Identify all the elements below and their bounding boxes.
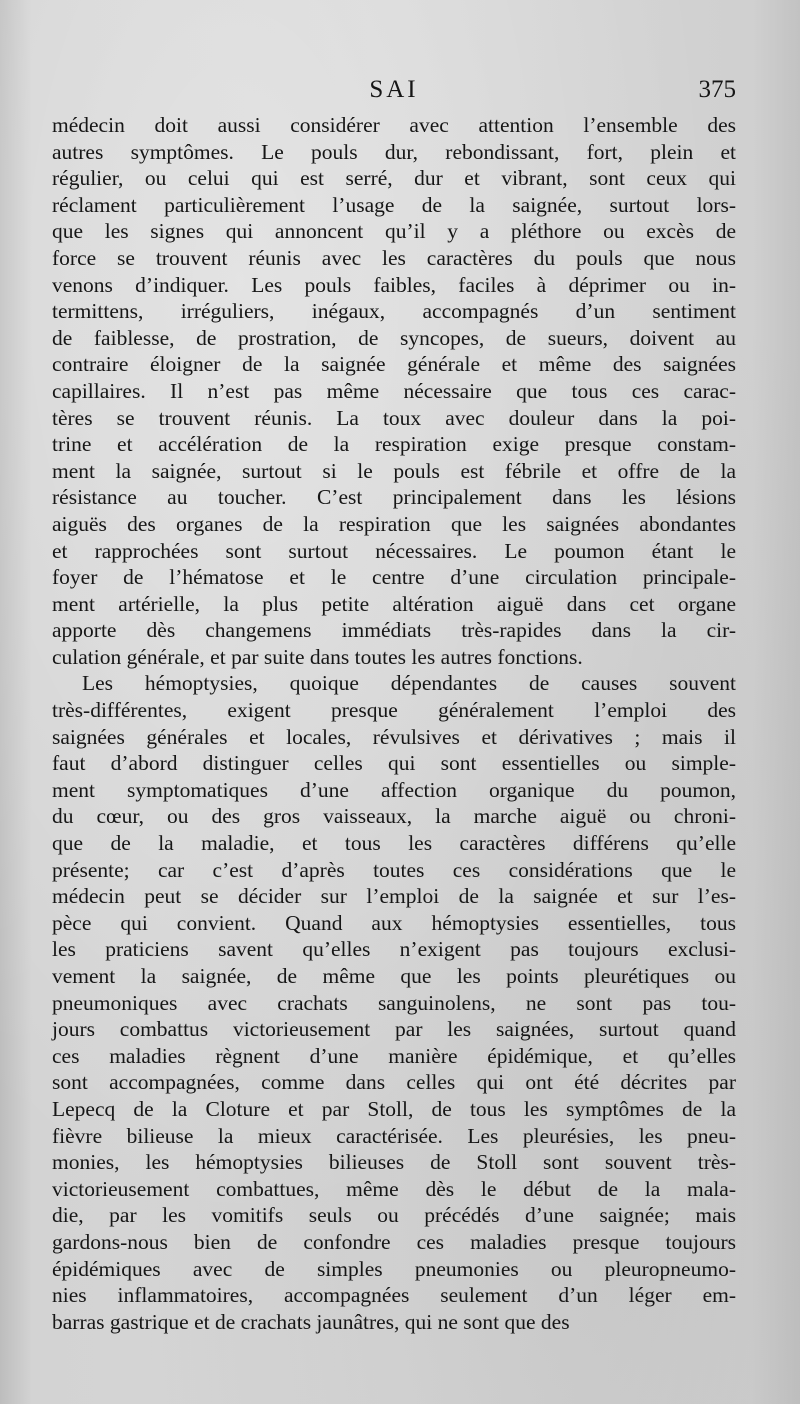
text-line: apporte dès changemens immédiats très-rapides dans la cir- [52,618,736,643]
text-line: que les signes qui annoncent qu’il y a pléthore ou excès de [52,219,736,244]
text-line: médecin peut se décider sur l’emploi de la saignée et sur l’es- [52,884,736,909]
text-line: ment artérielle, la plus petite altération aiguë dans cet organe [52,591,736,616]
text-line: die, par les vomitifs seuls ou précédés d’une saignée; mais [52,1203,736,1228]
text-line: culation générale, et par suite dans toutes les autres fonctions. [52,644,583,669]
text-line: médecin doit aussi considérer avec attention l’ensemble des [52,113,736,137]
text-line: pèce qui convient. Quand aux hémoptysies essentielles, tous [52,910,736,935]
text-line: autres symptômes. Le pouls dur, rebondissant, fort, plein et [52,139,736,164]
text-line: que de la maladie, et tous les caractères différens qu’elle [52,831,736,856]
text-line: force se trouvent réunis avec les caractères du pouls que nous [52,245,736,270]
text-line: épidémiques avec de simples pneumonies ou pleuropneumo- [52,1256,736,1281]
page-number: 375 [698,76,736,103]
text-line: du cœur, ou des gros vaisseaux, la marche aiguë ou chroni- [52,804,736,829]
text-line: et rapprochées sont surtout nécessaires. Le poumon étant le [52,538,736,563]
text-line: ment la saignée, surtout si le pouls est fébrile et offre de la [52,458,736,483]
text-line: pneumoniques avec crachats sanguinolens, ne sont pas tou- [52,990,736,1015]
text-line: présente; car c’est d’après toutes ces considérations que le [52,857,736,882]
text-line: régulier, ou celui qui est serré, dur et vibrant, sont ceux qui [52,166,736,191]
text-line: faut d’abord distinguer celles qui sont essentielles ou simple- [52,751,736,776]
body-text [52,112,736,1335]
text-line: foyer de l’hématose et le centre d’une circulation principale- [52,565,736,590]
text-line: de faiblesse, de prostration, de syncopes, de sueurs, doivent au [52,325,736,350]
text-line: aiguës des organes de la respiration que les saignées abondantes [52,511,736,536]
text-line: contraire éloigner de la saignée générale et même des saignées [52,352,736,377]
text-line: les praticiens savent qu’elles n’exigent pas toujours exclusi- [52,937,736,962]
text-line: sont accompagnées, comme dans celles qui ont été décrites par [52,1070,736,1095]
text-line: saignées générales et locales, révulsives et dérivatives ; mais il [52,724,736,749]
text-line: capillaires. Il n’est pas même nécessaire que tous ces carac- [52,378,736,403]
text-line: résistance au toucher. C’est principalement dans les lésions [52,485,736,510]
text-line: nies inflammatoires, accompagnées seulement d’un léger em- [52,1283,736,1308]
running-head: SAI [369,76,419,103]
text-line: gardons-nous bien de confondre ces maladies presque toujours [52,1229,736,1254]
text-line: vement la saignée, de même que les points pleurétiques ou [52,964,736,988]
page-header [52,76,736,108]
text-line: Lepecq de la Cloture et par Stoll, de tous les symptômes de la [52,1096,736,1121]
text-line: ces maladies règnent d’une manière épidémique, et qu’elles [52,1043,736,1068]
text-line: très-différentes, exigent presque généralement l’emploi des [52,698,736,723]
text-line: termittens, irréguliers, inégaux, accompagnés d’un sentiment [52,299,736,324]
text-line: réclament particulièrement l’usage de la saignée, surtout lors- [52,192,736,217]
text-line: tères se trouvent réunis. La toux avec douleur dans la poi- [52,405,736,430]
text-line: fièvre bilieuse la mieux caractérisée. Les pleurésies, les pneu- [52,1123,736,1148]
text-line: victorieusement combattues, même dès le début de la mala- [52,1176,736,1201]
text-line: jours combattus victorieusement par les saignées, surtout quand [52,1017,736,1042]
text-line: trine et accélération de la respiration exige presque constam- [52,432,736,457]
text-line: ment symptomatiques d’une affection organique du poumon, [52,777,736,802]
text-line: Les hémoptysies, quoique dépendantes de causes souvent [82,671,736,696]
text-line: monies, les hémoptysies bilieuses de Stoll sont souvent très- [52,1150,736,1175]
text-line: venons d’indiquer. Les pouls faibles, faciles à déprimer ou in- [52,272,736,297]
text-line: barras gastrique et de crachats jaunâtres, qui ne sont que des [52,1309,570,1334]
